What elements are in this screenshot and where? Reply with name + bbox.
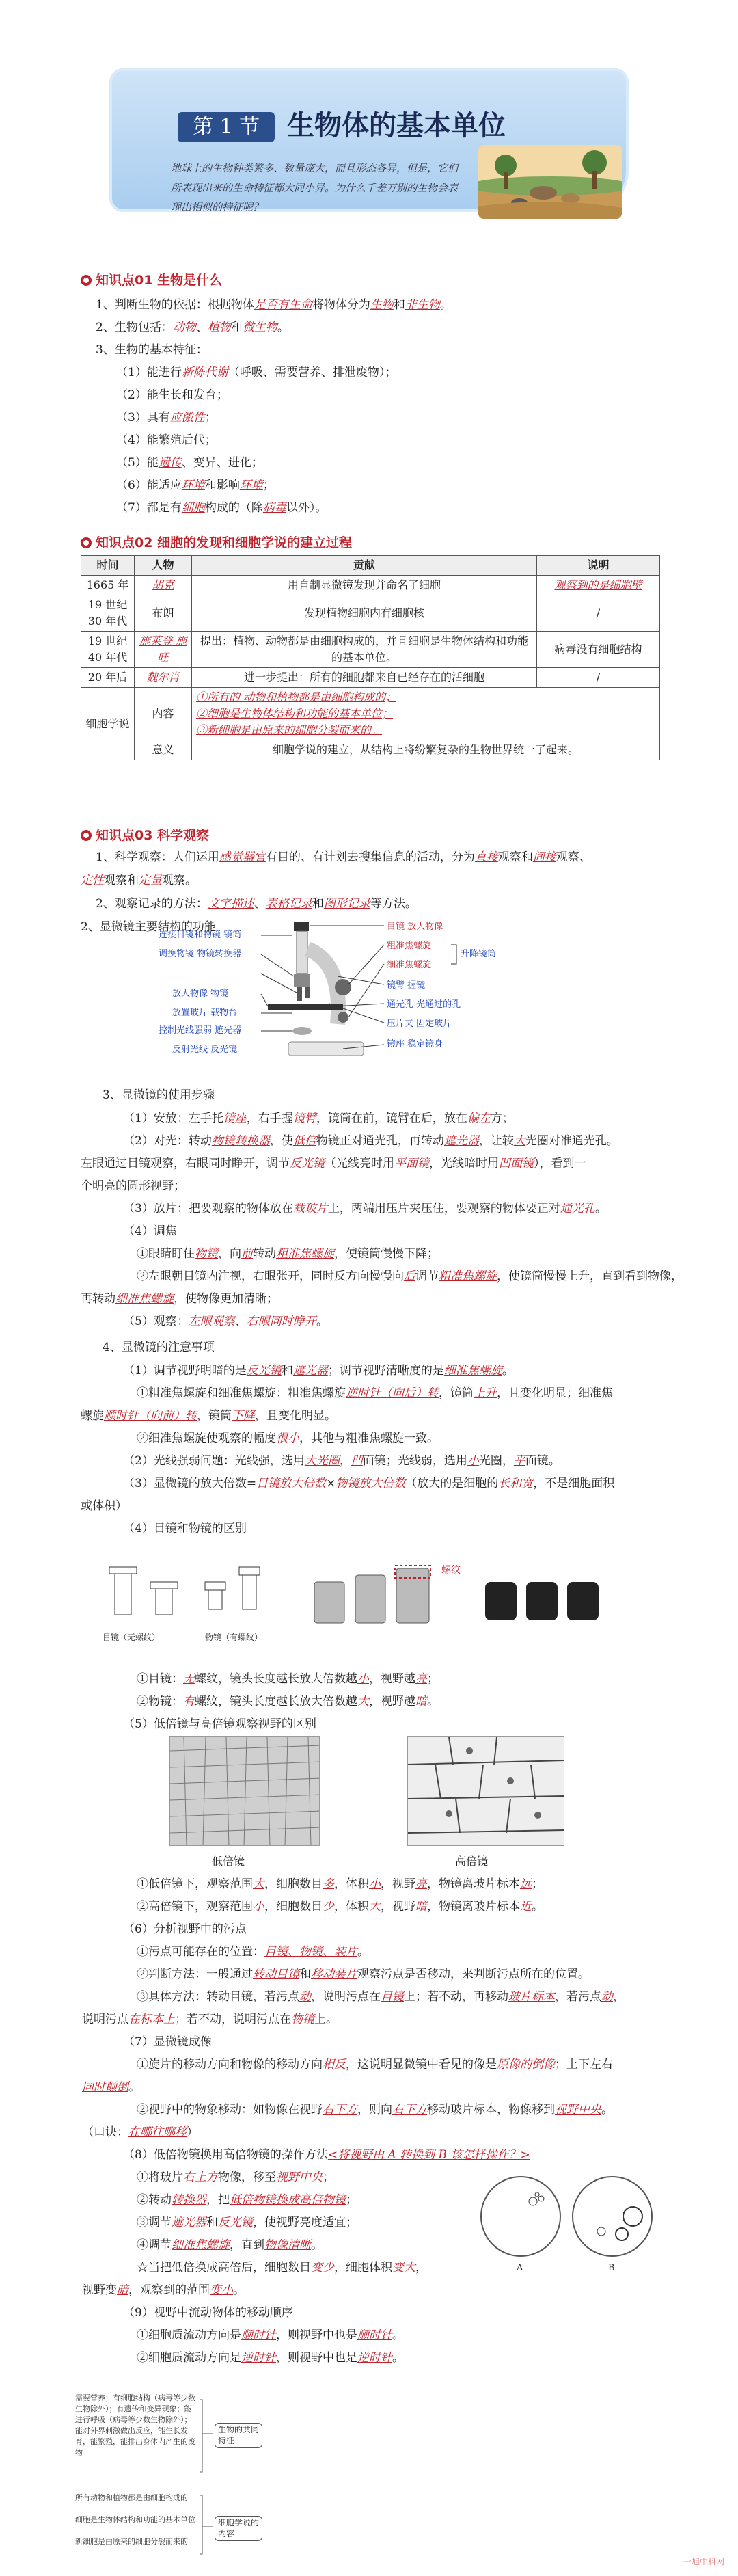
key-term: 目镜放大倍数	[256, 1477, 327, 1490]
cell-meaning-label: 意义	[135, 740, 192, 760]
note-line: 或体积）	[81, 1499, 127, 1513]
usage-line: ①眼睛盯住物镜，向前转动粗准焦螺旋，使镜筒慢慢下降；	[137, 1247, 439, 1261]
usage-line: 左眼通过目镜观察，右眼同时睁开，调节反光镜（光线亮时用平面镜，光线暗时用凹面镜），看到一	[81, 1157, 586, 1170]
key-term: 大	[513, 1134, 525, 1148]
note-line: （2）光线强弱问题：光线强，选用大光圈，凹面镜；光线弱，选用小光圈，平面镜。	[123, 1454, 560, 1468]
mindmap-node-theory: 细胞学说的内容	[215, 2516, 262, 2541]
key-term: 小	[253, 1900, 264, 1914]
key-term: 暗	[117, 2283, 128, 2297]
key-term: 左眼观察	[188, 1315, 235, 1328]
key-term: 大	[357, 1695, 369, 1708]
key-term: 定性	[81, 874, 104, 887]
label-tube: 连接目镜和物镜 镜筒	[159, 930, 242, 940]
lens-line: （5）低倍镜与高倍镜观察视野的区别	[123, 1717, 316, 1731]
key-term: 镜座	[223, 1112, 247, 1125]
col-note: 说明	[537, 556, 660, 576]
label-aperture: 通光孔 光通过的孔	[387, 999, 461, 1010]
cell-note: /	[537, 595, 660, 632]
kp1-line: （3）具有应激性；	[116, 411, 217, 425]
key-term: 近	[520, 1900, 532, 1914]
kp1-line: （7）都是有细胞构成的（除病毒以外）。	[116, 501, 327, 515]
key-term: 物镜	[291, 2013, 314, 2026]
zoom-line: ②高倍镜下，观察范围小，细胞数目少，体积大，视野暗，物镜离玻片标本近。	[137, 1900, 543, 1914]
key-term: 暗	[415, 1900, 427, 1914]
usage-line: （4）调焦	[123, 1224, 177, 1238]
usage-line: ②左眼朝目镜内注视，右眼张开，同时反方向慢慢向后调节粗准焦螺旋，使镜筒慢慢上升，直到看到物像，	[137, 1270, 683, 1283]
key-term: 反光镜	[246, 1364, 282, 1378]
zoom-line: ③具体方法：转动目镜，若污点动，说明污点在目镜上；若不动，再移动玻片标本，若污点动，	[137, 1990, 625, 2004]
cell-person: 施莱登 施旺	[135, 632, 192, 668]
usage-line: 再转动细准焦螺旋，使物像更加清晰；	[81, 1292, 278, 1306]
theory-point: ③新细胞是由原来的细胞分裂而来的。	[196, 723, 383, 736]
key-term: 动物	[172, 321, 196, 334]
kp3-line: 定性观察和定量观察。	[81, 874, 197, 887]
usage-line: （3）放片：把要观察的物体放在载玻片上，两端用压片夹压住，要观察的物体要正对通光孔。	[123, 1202, 607, 1216]
usage-line: 个明亮的圆形视野；	[81, 1179, 185, 1193]
key-term: 小	[467, 1454, 479, 1468]
key-term: 右下方	[392, 2103, 427, 2117]
kp1-heading	[81, 268, 222, 293]
key-term: 右下方	[323, 2103, 357, 2117]
note-line: ②细准焦螺旋使观察的幅度很小，其他与粗准焦螺旋一致。	[137, 1432, 439, 1445]
table-row	[81, 632, 660, 668]
usage-line: （2）对光：转动物镜转换器，使低倍物镜正对通光孔，再转动遮光器，让较大光圈对准通光孔。	[123, 1134, 618, 1148]
key-term: 细准焦螺旋	[172, 2238, 230, 2252]
key-term: 粗准焦螺旋	[276, 1247, 334, 1261]
key-term: 亮	[415, 1877, 427, 1891]
col-person: 人物	[135, 556, 192, 576]
key-term: 平	[513, 1454, 525, 1468]
key-term: 小	[369, 1877, 381, 1891]
kp3-line: 1、科学观察：人们运用感觉器官有目的、有计划去搜集信息的活动，分为直接观察和间接观察、	[96, 850, 591, 864]
key-term: 顺时针（向前）转	[104, 1409, 197, 1423]
key-term: 物镜放大倍数	[336, 1477, 406, 1490]
zoom-line: ①将玻片右上方物像，移至视野中央；	[137, 2171, 334, 2184]
kp1-line: 1、判断生物的依据：根据物体是否有生命将物体分为生物和非生物。	[96, 298, 452, 312]
key-term: 暗	[415, 1695, 427, 1708]
key-term: 遮光器	[443, 1134, 479, 1148]
key-term: 间接	[532, 850, 556, 864]
kp1-line: （2）能生长和发育；	[116, 388, 228, 402]
key-term: 目镜	[381, 1990, 404, 2004]
kp3-heading-line: 4、显微镜的注意事项	[102, 1341, 215, 1354]
cell-time: 19 世纪 40 年代	[81, 632, 135, 668]
label-stage: 放置玻片 载物台	[172, 1008, 238, 1018]
key-term: 在标本上	[128, 2013, 175, 2026]
note-line: （4）目镜和物镜的区别	[123, 1522, 247, 1535]
key-term: 在哪往哪移	[128, 2125, 187, 2139]
key-term: 图形记录	[323, 897, 370, 911]
key-term: 很小	[276, 1432, 299, 1445]
key-term: 大光圈	[304, 1454, 340, 1468]
zoom-line: ④调节细准焦螺旋，直到物像清晰。	[137, 2238, 323, 2252]
high-power-view	[407, 1736, 564, 1846]
key-term: 少	[323, 1900, 334, 1914]
label-arm: 镜臂 握镜	[387, 980, 426, 991]
label-fine-focus: 细准焦螺旋	[387, 960, 432, 970]
intro-text: 地球上的生物种类繁多、数量庞大，而且形态各异，但是，它们所表现出来的生命特征都大同小异。为什么千差万别的生物会表现出相似的特征呢？	[171, 162, 459, 213]
key-term: 物镜转换器	[211, 1134, 270, 1148]
lens-gallery	[102, 1561, 622, 1664]
kp1-line: （5）能遗传、变异、进化；	[116, 456, 263, 470]
lens-line: ①目镜：无螺纹，镜头长度越长放大倍数越小，视野越亮；	[137, 1672, 439, 1686]
key-term: 粗准焦螺旋	[439, 1270, 497, 1283]
cell-content	[192, 688, 660, 740]
usage-line: （5）观察：左眼观察、右眼同时睁开。	[123, 1315, 328, 1328]
key-term: 动	[299, 1990, 311, 2004]
microscope-diagram	[159, 922, 562, 1072]
zoom-line: ☆当把低倍换成高倍后，细胞数目变少，细胞体积变大，	[137, 2261, 427, 2275]
key-term: 上升	[474, 1386, 497, 1400]
section-banner	[109, 68, 629, 212]
table-row	[81, 688, 660, 740]
key-term: 大	[253, 1877, 264, 1891]
key-term: 新陈代谢	[181, 366, 228, 379]
zoom-line: （9）视野中流动物体的移动顺序	[123, 2306, 293, 2320]
key-term: 相反	[323, 2058, 346, 2071]
key-term: 细胞	[181, 501, 205, 515]
note-line: ①粗准焦螺旋和细准焦螺旋：粗准焦螺旋逆时针（向后）转，镜筒上升，且变化明显；细准焦	[137, 1386, 613, 1400]
label-clip: 压片夹 固定玻片	[387, 1019, 452, 1029]
zoom-line: （7）显微镜成像	[123, 2035, 212, 2049]
kp1-title: 知识点01 生物是什么	[96, 273, 223, 288]
key-term: 后	[404, 1270, 415, 1283]
zoom-line: ①低倍镜下，观察范围大，细胞数目多，体积小，视野亮，物镜离玻片标本远；	[137, 1877, 543, 1891]
key-term: 移动装片	[311, 1968, 357, 1981]
bullet-icon	[81, 275, 92, 286]
section-number: 第 1 节	[178, 112, 275, 142]
field-view-icons	[478, 2174, 656, 2277]
key-term: 物镜	[195, 1247, 218, 1261]
kp1-line: 3、生物的基本特征：	[96, 343, 208, 357]
key-term: 同时颠倒	[82, 2080, 128, 2094]
key-term: 动	[601, 1990, 613, 2004]
note-line: （3）显微镜的放大倍数=目镜放大倍数×物镜放大倍数（放大的是细胞的长和宽，不是细胞面积	[123, 1477, 615, 1490]
mindmap-theory-3: 新细胞是由原来的细胞分裂而来的	[75, 2537, 188, 2546]
note-line: （1）调节视野明暗的是反光镜和遮光器；调节视野清晰度的是细准焦螺旋。	[123, 1364, 514, 1378]
bullet-icon	[81, 537, 92, 548]
label-nosepiece: 调换物镜 物镜转换器	[159, 949, 242, 959]
theory-point: ①所有的 动物和植物都是由细胞构成的；	[196, 690, 397, 703]
history-table	[81, 555, 660, 760]
kp1-line: （4）能繁殖后代；	[116, 433, 217, 447]
eyepiece-caption: 目镜（无螺纹）	[102, 1633, 161, 1642]
key-term: 环境	[181, 479, 205, 492]
zoom-line: ①细胞质流动方向是顺时针，则视野中也是顺时针。	[137, 2329, 404, 2342]
usage-line: （1）安放：左手托镜座，右手握镜臂，镜筒在前，镜臂在后，放在偏左方；	[123, 1112, 514, 1125]
kp3-heading-line: 3、显微镜的使用步骤	[102, 1088, 215, 1102]
key-term: 转换器	[172, 2193, 206, 2207]
cell-note: 病毒没有细胞结构	[537, 632, 660, 668]
key-term: <将视野由 A 转换到 B 该怎样操作？>	[327, 2148, 530, 2162]
kp2-title: 知识点02 细胞的发现和细胞学说的建立过程	[96, 535, 353, 550]
key-term: 细准焦螺旋	[443, 1364, 502, 1378]
low-power-view	[169, 1736, 320, 1846]
key-term: 环境	[239, 479, 263, 492]
lens-line: ②物镜：有螺纹，镜头长度越长放大倍数越大，视野越暗。	[137, 1695, 439, 1708]
zoom-line: 视野变暗，观察到的范围变小。	[82, 2283, 245, 2297]
savanna-illustration	[478, 145, 622, 219]
kp2-heading	[81, 531, 352, 555]
zoom-line: （8）低倍物镜换用高倍物镜的操作方法<将视野由 A 转换到 B 该怎样操作？>	[123, 2148, 530, 2162]
key-term: 小	[357, 1672, 369, 1686]
key-term: 应激性	[169, 411, 205, 425]
key-term: 非生物	[405, 298, 440, 312]
key-term: 定量	[139, 874, 162, 887]
key-term: 右眼同时睁开	[246, 1315, 316, 1328]
low-power-caption: 低倍镜	[212, 1855, 245, 1868]
note-line: 螺旋顺时针（向前）转，镜筒下降，且变化明显。	[81, 1409, 336, 1423]
mindmap-node-features: 生物的共同特征	[215, 2423, 262, 2448]
bullet-icon	[81, 830, 92, 841]
key-term: 遗传	[158, 456, 182, 470]
view-ab-diagram	[478, 2174, 656, 2277]
key-term: 是否有生命	[254, 298, 312, 312]
cell-time: 20 年后	[81, 668, 135, 688]
key-term: 偏左	[467, 1112, 491, 1125]
key-term: 通光孔	[560, 1202, 595, 1216]
screw-caption: 螺纹	[441, 1565, 461, 1576]
key-term: 原像的倒像	[497, 2058, 555, 2071]
key-term: 细准焦螺旋	[115, 1292, 174, 1306]
zoom-line: 同时颠倒。	[82, 2080, 140, 2094]
key-term: 顺时针	[241, 2329, 276, 2342]
key-term: 遮光器	[292, 1364, 328, 1378]
cell-contrib: 提出：植物、动物都是由细胞构成的，并且细胞是生物体结构和功能的基本单位。	[192, 632, 537, 668]
table-row	[81, 576, 660, 595]
lens-icons	[102, 1561, 622, 1664]
label-objective: 放大物像 物镜	[172, 989, 229, 999]
key-term: 顺时针	[357, 2329, 392, 2342]
zoom-line: ①旋片的移动方向和物像的移动方向相反，这说明显微镜中看见的像是原像的倒像；上下左右	[137, 2058, 613, 2071]
zoom-line: ②判断方法：一般通过转动目镜和移动装片观察污点是否移动，来判断污点所在的位置。	[137, 1968, 590, 1981]
key-term: 多	[323, 1877, 334, 1891]
key-term: 转动目镜	[253, 1968, 299, 1981]
cell-content-label: 内容	[135, 688, 192, 740]
cell-person: 胡克	[135, 576, 192, 595]
kp1-line: 2、生物包括：动物、植物和微生物。	[96, 321, 289, 334]
col-contribution: 贡献	[192, 556, 537, 576]
section-title: 生物体的基本单位	[287, 110, 506, 142]
zoom-line: ①污点可能存在的位置：目镜、物镜、装片。	[137, 1945, 369, 1959]
kp3-line: 2、显微镜主要结构的功能	[81, 920, 216, 934]
key-term: 低倍	[292, 1134, 316, 1148]
table-header-row	[81, 556, 660, 576]
table-row	[81, 668, 660, 688]
key-term: 亮	[415, 1672, 427, 1686]
key-term: 前	[241, 1247, 253, 1261]
key-term: 病毒	[262, 501, 286, 515]
kp1-line: （1）能进行新陈代谢（呼吸、需要营养、排泄废物）；	[116, 366, 397, 379]
high-power-caption: 高倍镜	[455, 1855, 489, 1868]
table-row	[81, 595, 660, 632]
kp3-line: 2、观察记录的方法：文字描述、表格记录和图形记录等方法。	[96, 897, 417, 911]
cell-time: 1665 年	[81, 576, 135, 595]
key-term: 反光镜	[218, 2216, 253, 2229]
view-b-label: B	[608, 2263, 615, 2273]
key-term: 低倍物镜换成高倍物镜	[230, 2193, 346, 2207]
key-term: 生物	[370, 298, 394, 312]
key-term: 长和宽	[498, 1477, 534, 1490]
watermark: 一旭中科网	[683, 2557, 724, 2566]
key-term: 反光镜	[290, 1157, 325, 1170]
key-term: 镜臂	[292, 1112, 316, 1125]
label-mirror: 反射光线 反光镜	[172, 1045, 238, 1055]
zoom-line: ②转动转换器，把低倍物镜换成高倍物镜；	[137, 2193, 357, 2207]
key-term: 微生物	[242, 321, 277, 334]
objective-caption: 物镜（有螺纹）	[205, 1633, 263, 1642]
key-term: 直接	[474, 850, 498, 864]
mindmap-theory-1: 所有动物和植物都是由细胞构成的	[75, 2493, 188, 2502]
zoom-line: ②视野中的物象移动：如物像在视野右下方，则向右下方移动玻片标本，物像移到视野中央。	[137, 2103, 613, 2117]
cell-note: /	[537, 668, 660, 688]
label-base: 镜座 稳定镜身	[387, 1039, 443, 1049]
table-row	[81, 740, 660, 760]
key-term: 有	[183, 1695, 195, 1708]
cell-contrib: 发现植物细胞内有细胞核	[192, 595, 537, 632]
label-raise-lower: 升降镜筒	[461, 949, 497, 959]
key-term: 物像清晰	[264, 2238, 311, 2252]
mindmap-features: 需要营养；有细胞结构（病毒等少数生物除外）；有遗传和变异现象；能进行呼吸（病毒等少数生物除外）；能对外界刺激做出反应，能生长发育，能繁殖，能排出身体内产生的废物	[75, 2393, 195, 2457]
key-term: 植物	[207, 321, 231, 334]
key-term: 右上方	[183, 2171, 218, 2184]
key-term: 凹	[351, 1454, 363, 1468]
key-term: 文字描述	[207, 897, 254, 911]
zoom-line: （6）分析视野中的污点	[123, 1922, 247, 1936]
key-term: 远	[520, 1877, 532, 1891]
label-diaphragm: 控制光线强弱 遮光器	[159, 1025, 242, 1036]
mindmap-theory-2: 细胞是生物体结构和功能的基本单位	[75, 2515, 195, 2524]
key-term: 视野中央	[276, 2171, 323, 2184]
theory-point: ②细胞是生物体结构和功能的基本单位；	[196, 707, 394, 720]
view-a-label: A	[517, 2263, 523, 2273]
key-term: 下降	[232, 1409, 255, 1423]
cell-contrib: 进一步提出：所有的细胞都来自已经存在的活细胞	[192, 668, 537, 688]
key-term: 变大	[392, 2261, 415, 2275]
zoom-line: （口诀：在哪往哪移）	[82, 2125, 198, 2139]
key-term: 逆时针	[357, 2351, 392, 2365]
cell-person: 布朗	[135, 595, 192, 632]
key-term: 载玻片	[292, 1202, 328, 1216]
key-term: 感觉器官	[219, 850, 266, 864]
key-term: 变少	[311, 2261, 334, 2275]
kp3-title: 知识点03 科学观察	[96, 828, 210, 843]
label-coarse-focus: 粗准焦螺旋	[387, 941, 432, 951]
key-term: 遮光器	[172, 2216, 206, 2229]
kp3-heading	[81, 823, 209, 848]
key-term: 凹面镜	[499, 1157, 534, 1170]
zoom-line: 说明污点在标本上；若不动，说明污点在物镜上。	[82, 2013, 338, 2026]
cell-theory: 细胞学说	[81, 688, 135, 760]
key-term: 无	[183, 1672, 195, 1686]
key-term: 变小	[210, 2283, 233, 2297]
label-eyepiece: 目镜 放大物像	[387, 922, 443, 932]
cell-note: 观察到的是细胞壁	[537, 576, 660, 595]
cell-contrib: 用自制显微镜发现并命名了细胞	[192, 576, 537, 595]
cell-meaning: 细胞学说的建立，从结构上将纷繁复杂的生物世界统一了起来。	[192, 740, 660, 760]
kp1-line: （6）能适应环境和影响环境；	[116, 479, 275, 492]
key-term: 视野中央	[555, 2103, 601, 2117]
key-term: 表格记录	[265, 897, 312, 911]
key-term: 大	[369, 1900, 381, 1914]
cell-person: 魏尔肖	[135, 668, 192, 688]
zoom-line: ②细胞质流动方向是逆时针，则视野中也是逆时针。	[137, 2351, 404, 2365]
key-term: 逆时针	[241, 2351, 276, 2365]
key-term: 平面镜	[394, 1157, 429, 1170]
zoom-line: ③调节遮光器和反光镜，使视野亮度适宜；	[137, 2216, 357, 2229]
summary-mindmap	[75, 2393, 348, 2564]
cell-time: 19 世纪 30 年代	[81, 595, 135, 632]
key-term: 逆时针（向后）转	[346, 1386, 439, 1400]
col-time: 时间	[81, 556, 135, 576]
key-term: 玻片标本	[508, 1990, 555, 2004]
key-term: 目镜、物镜、装片	[264, 1945, 357, 1959]
